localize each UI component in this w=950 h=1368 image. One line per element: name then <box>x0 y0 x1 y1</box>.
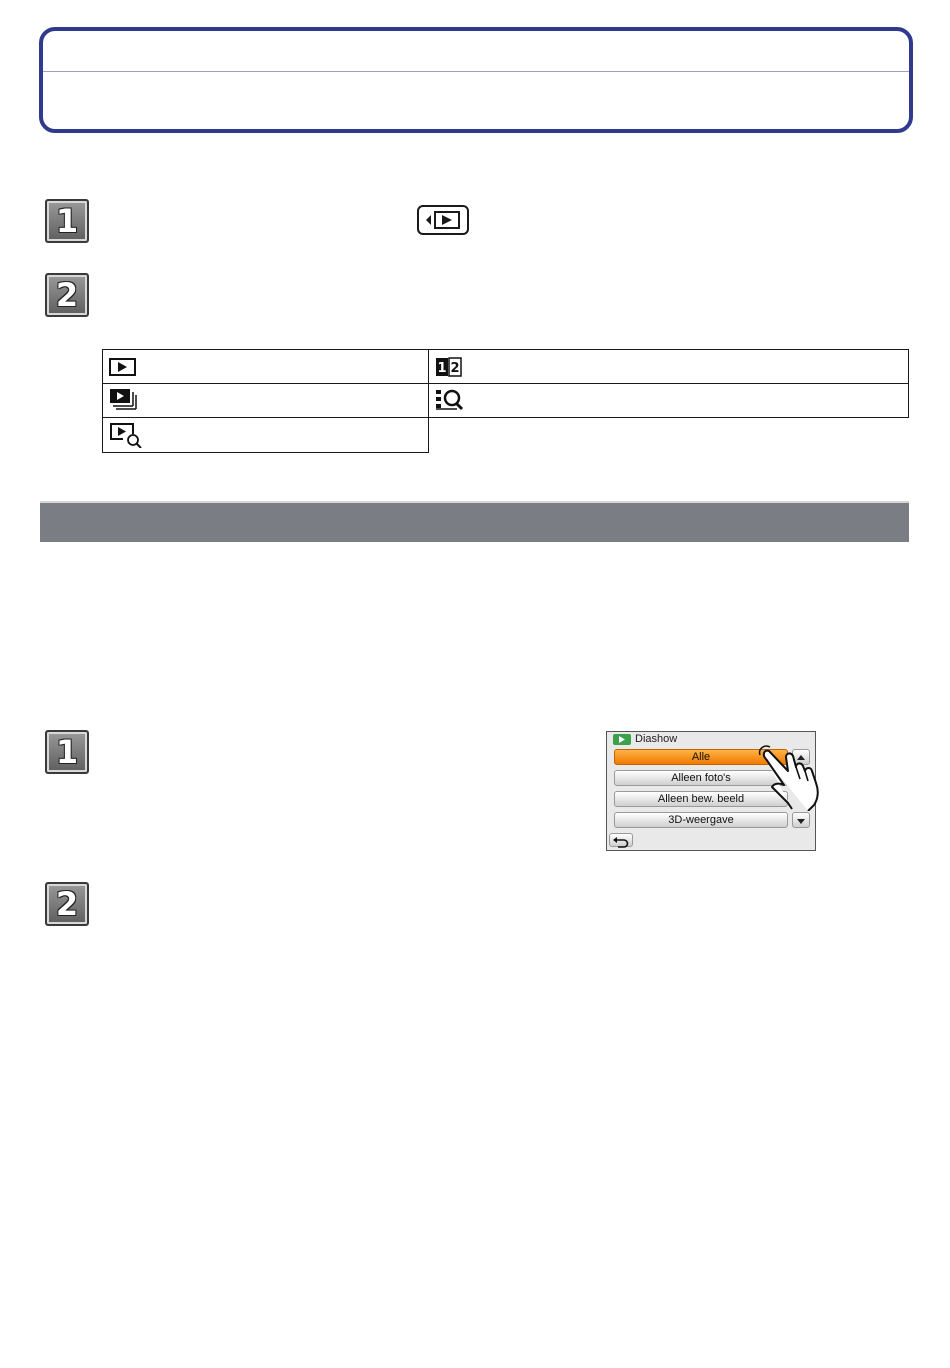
menu-item-alleen-fotos[interactable]: Alleen foto's <box>614 770 788 786</box>
header-frame <box>39 27 913 133</box>
table-cell-normal-play <box>102 349 429 384</box>
scroll-down-button[interactable] <box>792 812 810 828</box>
step-badge-1-slideshow: 1 <box>45 730 89 774</box>
back-button[interactable] <box>609 833 633 847</box>
menu-item-alle[interactable]: Alle <box>614 749 788 765</box>
slideshow-icon <box>613 734 631 745</box>
table-cell-calendar-play <box>428 349 909 384</box>
screen-title: Diashow <box>635 733 678 745</box>
play-mode-button-icon <box>417 205 469 235</box>
scroll-down-icon <box>793 814 809 828</box>
menu-item-3d-weergave[interactable]: 3D-weergave <box>614 812 788 828</box>
section-header-bar <box>40 501 909 542</box>
filtering-play-icon <box>109 422 143 448</box>
normal-play-icon <box>109 357 137 377</box>
slideshow-play-icon <box>109 388 139 412</box>
table-cell-filtering-play <box>102 417 429 453</box>
step-badge-1: 1 <box>45 199 89 243</box>
menu-item-alleen-bew-beeld[interactable]: Alleen bew. beeld <box>614 791 788 807</box>
step-badge-2-slideshow: 2 <box>45 882 89 926</box>
back-icon <box>610 837 632 849</box>
step-badge-2: 2 <box>45 273 89 317</box>
play-mode-table <box>102 349 909 453</box>
calendar-play-icon <box>435 357 463 377</box>
table-cell-category-play <box>428 383 909 418</box>
touch-hand-icon <box>758 745 830 811</box>
table-cell-slideshow-play <box>102 383 429 418</box>
header-divider <box>43 71 909 72</box>
category-play-icon <box>435 389 465 411</box>
svg-text:1: 1 <box>437 361 447 376</box>
svg-text:2: 2 <box>450 361 460 376</box>
